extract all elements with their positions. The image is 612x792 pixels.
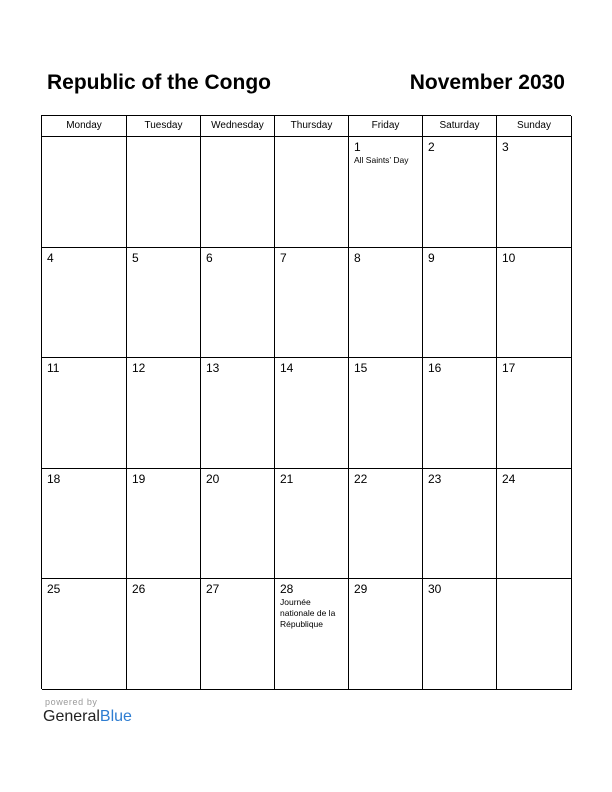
day-number: 21 (280, 471, 294, 486)
empty-day-cell (201, 137, 275, 248)
day-cell-6 (201, 248, 275, 359)
month-year-title: November 2030 (409, 71, 565, 94)
day-cell-14 (275, 358, 349, 469)
day-number: 27 (206, 582, 220, 597)
day-cell-10 (497, 248, 572, 359)
day-cell-7 (275, 248, 349, 359)
day-number: 25 (47, 582, 61, 597)
day-number: 18 (47, 471, 61, 486)
day-cell-23 (423, 469, 497, 580)
day-cell-16 (423, 358, 497, 469)
day-number: 30 (428, 582, 442, 597)
day-number: 17 (502, 361, 516, 376)
day-cell-29 (349, 579, 423, 690)
day-number: 14 (280, 361, 294, 376)
day-number: 8 (354, 250, 361, 265)
day-cell-26 (127, 579, 201, 690)
day-cell-8 (349, 248, 423, 359)
day-number: 11 (47, 361, 60, 376)
empty-day-cell (497, 579, 572, 690)
day-number: 2 (428, 140, 435, 154)
day-cell-12 (127, 358, 201, 469)
day-cell-11 (42, 358, 127, 469)
day-number: 1 (354, 140, 361, 154)
day-cell-9 (423, 248, 497, 359)
day-number: 19 (132, 471, 146, 486)
day-number: 29 (354, 582, 368, 597)
weekday-header-friday: Friday (349, 116, 423, 137)
day-number: 6 (206, 250, 213, 265)
day-cell-28 (275, 579, 349, 690)
day-cell-22 (349, 469, 423, 580)
day-cell-3 (497, 137, 572, 248)
weekday-header-sunday: Sunday (497, 116, 572, 137)
country-title: Republic of the Congo (47, 71, 271, 94)
day-number: 4 (47, 250, 54, 265)
empty-day-cell (275, 137, 349, 248)
weekday-header-thursday: Thursday (275, 116, 349, 137)
day-number: 26 (132, 582, 146, 597)
weekday-header-tuesday: Tuesday (127, 116, 201, 137)
day-number: 15 (354, 361, 368, 376)
empty-day-cell (127, 137, 201, 248)
day-cell-5 (127, 248, 201, 359)
weekday-header-monday: Monday (42, 116, 127, 137)
day-cell-20 (201, 469, 275, 580)
generalblue-logo[interactable] (43, 708, 132, 726)
empty-day-cell (42, 137, 127, 248)
brand-general-text: General (43, 708, 100, 725)
day-cell-1 (349, 137, 423, 248)
holiday-label: All Saints’ Day (354, 155, 409, 165)
day-cell-19 (127, 469, 201, 580)
powered-by-label: powered by (45, 697, 98, 707)
day-cell-27 (201, 579, 275, 690)
holiday-label: Journée nationale de la République (280, 597, 336, 630)
day-cell-15 (349, 358, 423, 469)
day-cell-4 (42, 248, 127, 359)
day-number: 5 (132, 250, 139, 265)
day-cell-24 (497, 469, 572, 580)
day-cell-17 (497, 358, 572, 469)
day-number: 10 (502, 250, 516, 265)
day-number: 20 (206, 471, 220, 486)
day-cell-25 (42, 579, 127, 690)
day-cell-18 (42, 469, 127, 580)
day-cell-2 (423, 137, 497, 248)
day-cell-21 (275, 469, 349, 580)
day-number: 7 (280, 250, 287, 265)
brand-blue-text: Blue (99, 708, 132, 725)
day-cell-30 (423, 579, 497, 690)
day-number: 12 (132, 361, 146, 376)
calendar-grid (41, 115, 571, 689)
day-number: 3 (502, 140, 509, 154)
weekday-header-wednesday: Wednesday (201, 116, 275, 137)
weekday-header-saturday: Saturday (423, 116, 497, 137)
day-number: 16 (428, 361, 442, 376)
day-number: 24 (502, 471, 516, 486)
day-number: 23 (428, 471, 442, 486)
day-number: 28 (280, 582, 294, 597)
day-number: 22 (354, 471, 368, 486)
day-number: 9 (428, 250, 435, 265)
day-cell-13 (201, 358, 275, 469)
day-number: 13 (206, 361, 220, 376)
